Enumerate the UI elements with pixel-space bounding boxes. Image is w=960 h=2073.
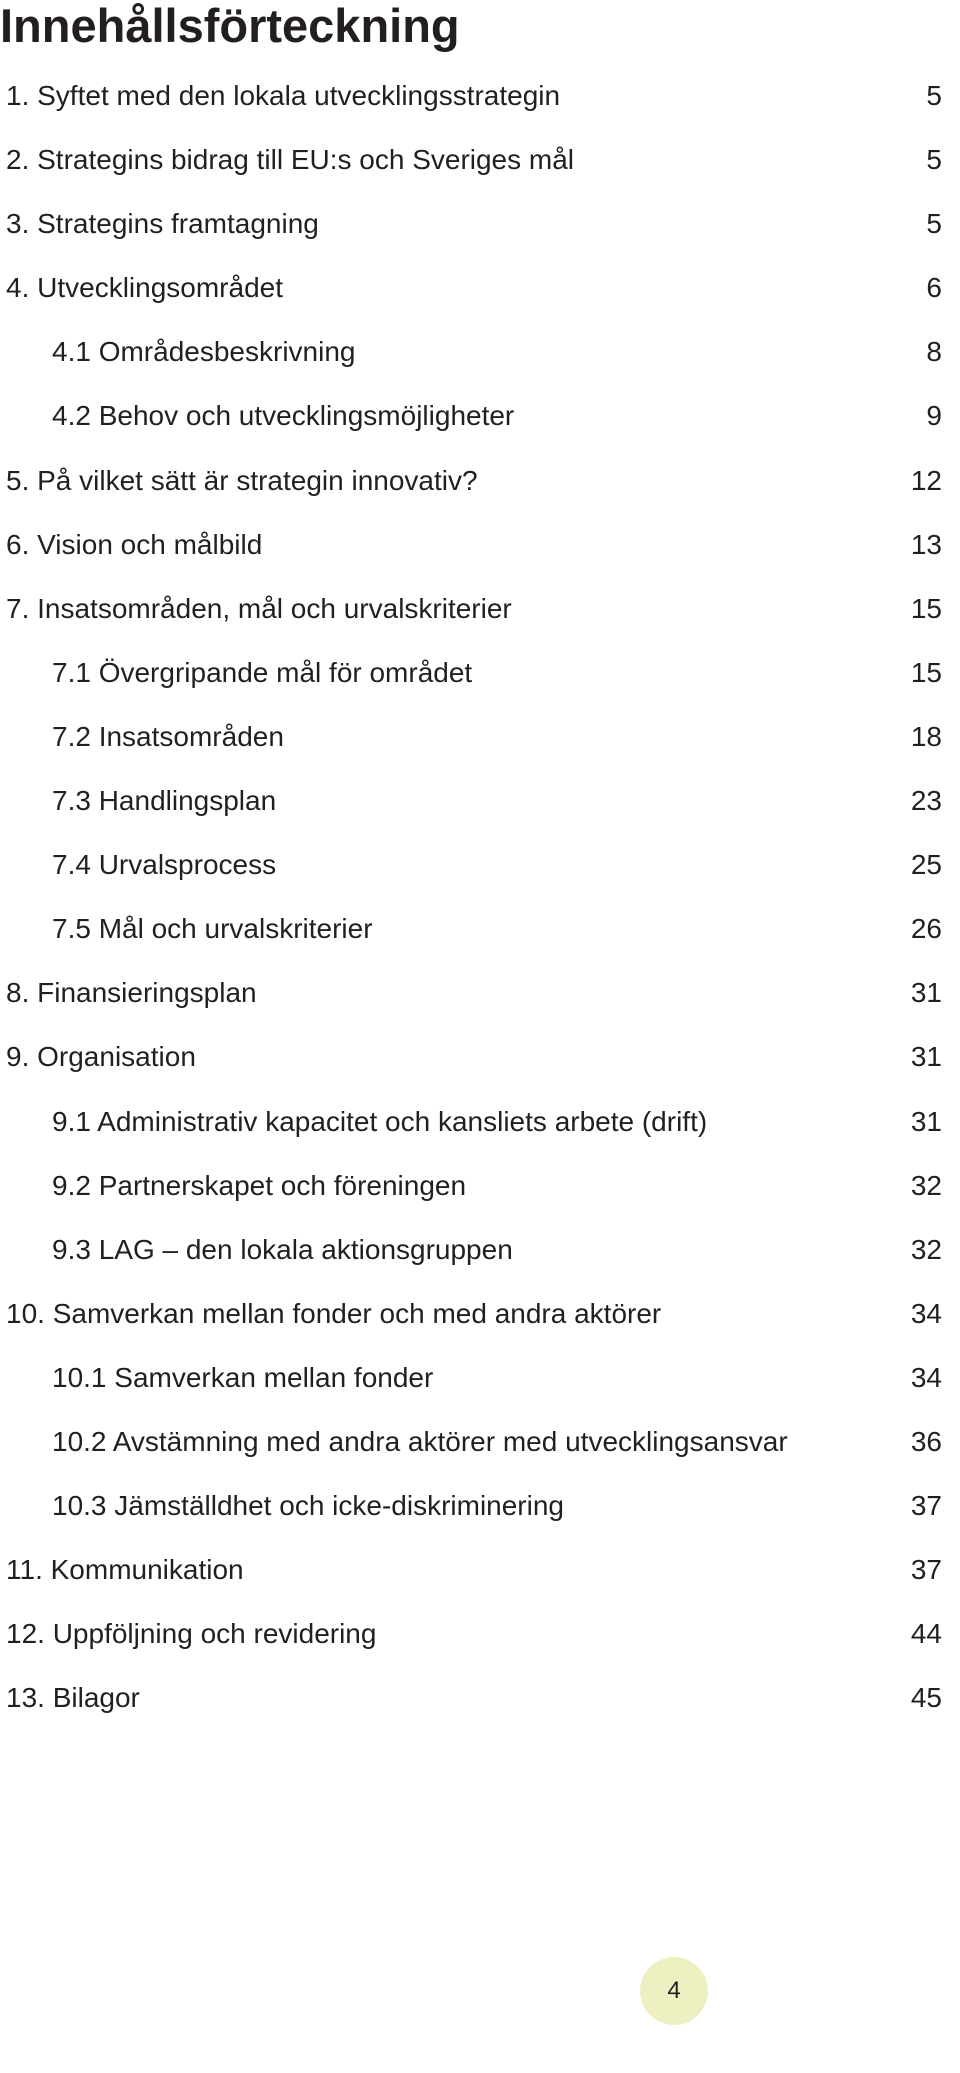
toc-entry-page: 37: [910, 1554, 942, 1586]
toc-entry-label: 7.2 Insatsområden: [52, 720, 284, 752]
table-of-contents: [0, 64, 942, 1730]
toc-entry-label: 10.2 Avstämning med andra aktörer med utvecklingsansvar: [52, 1425, 788, 1457]
toc-entry-page: 31: [910, 1105, 942, 1137]
toc-entry-page: 8: [926, 336, 942, 368]
toc-entry[interactable]: [0, 192, 942, 256]
toc-entry-label: 4. Utvecklingsområdet: [6, 272, 284, 304]
toc-entry-label: 11. Kommunikation: [6, 1554, 244, 1586]
toc-entry[interactable]: [0, 1090, 942, 1154]
toc-entry-page: 32: [910, 1233, 942, 1265]
toc-entry-page: 15: [910, 592, 942, 624]
toc-entry-page: 5: [926, 80, 942, 111]
toc-entry[interactable]: [0, 769, 942, 833]
toc-entry[interactable]: [0, 1218, 942, 1282]
toc-entry[interactable]: [0, 513, 942, 577]
toc-entry[interactable]: [0, 577, 942, 641]
toc-entry[interactable]: [0, 1666, 942, 1730]
toc-entry-label: 7.5 Mål och urvalskriterier: [52, 913, 373, 945]
toc-entry-page: 6: [926, 272, 942, 304]
toc-entry-label: 6. Vision och målbild: [6, 528, 263, 560]
toc-entry-label: 9.3 LAG – den lokala aktionsgruppen: [52, 1233, 513, 1265]
toc-entry-label: 7.1 Övergripande mål för området: [52, 656, 473, 688]
toc-entry-page: 5: [926, 144, 942, 176]
toc-entry[interactable]: [0, 1538, 942, 1602]
toc-entry-page: 18: [910, 720, 942, 752]
toc-entry[interactable]: [0, 1410, 942, 1474]
toc-entry[interactable]: [0, 1154, 942, 1218]
toc-entry-page: 45: [910, 1682, 942, 1714]
toc-entry-page: 23: [910, 785, 942, 817]
toc-entry[interactable]: [0, 1025, 942, 1089]
toc-entry-label: 9.2 Partnerskapet och föreningen: [52, 1169, 467, 1201]
toc-entry-label: 7.3 Handlingsplan: [52, 785, 277, 817]
toc-entry-page: 37: [910, 1490, 942, 1522]
toc-entry-page: 32: [910, 1169, 942, 1201]
toc-entry-label: 7. Insatsområden, mål och urvalskriterier: [6, 592, 512, 624]
toc-entry[interactable]: [0, 64, 942, 128]
toc-entry[interactable]: [0, 897, 942, 961]
toc-entry-page: 12: [910, 464, 942, 496]
toc-entry[interactable]: [0, 705, 942, 769]
toc-entry-label: 9.1 Administrativ kapacitet och kansliets arbete (drift): [52, 1105, 708, 1137]
toc-entry-label: 10.3 Jämställdhet och icke-diskriminering: [52, 1490, 564, 1522]
toc-entry[interactable]: [0, 641, 942, 705]
toc-entry-page: 31: [910, 1041, 942, 1073]
toc-entry-label: 5. På vilket sätt är strategin innovativ?: [6, 464, 478, 496]
toc-entry[interactable]: [0, 128, 942, 192]
toc-entry-page: 34: [910, 1361, 942, 1393]
toc-entry-label: 3. Strategins framtagning: [6, 208, 319, 240]
toc-entry-label: 4.2 Behov och utvecklingsmöjligheter: [52, 400, 515, 432]
toc-entry-page: 26: [910, 913, 942, 945]
toc-entry-page: 13: [910, 528, 942, 560]
toc-entry-label: 7.4 Urvalsprocess: [52, 849, 277, 881]
toc-entry-label: 9. Organisation: [6, 1041, 196, 1073]
toc-entry-label: 10.1 Samverkan mellan fonder: [52, 1361, 434, 1393]
toc-entry-label: 8. Finansieringsplan: [6, 977, 257, 1009]
toc-entry-label: 4.1 Områdesbeskrivning: [52, 336, 356, 368]
toc-entry[interactable]: [0, 449, 942, 513]
toc-entry-label: 1. Syftet med den lokala utvecklingsstrategin: [6, 80, 561, 111]
toc-entry[interactable]: [0, 256, 942, 320]
toc-entry[interactable]: [0, 1346, 942, 1410]
toc-entry[interactable]: [0, 1602, 942, 1666]
toc-entry-label: 13. Bilagor: [6, 1682, 140, 1714]
toc-entry-page: 31: [910, 977, 942, 1009]
toc-entry-label: 2. Strategins bidrag till EU:s och Sveriges mål: [6, 144, 575, 176]
page-title: Innehållsförteckning: [0, 0, 460, 52]
toc-entry-page: 25: [910, 849, 942, 881]
toc-entry-page: 5: [926, 208, 942, 240]
toc-entry[interactable]: [0, 320, 942, 384]
toc-entry-label: 12. Uppföljning och revidering: [6, 1618, 377, 1650]
toc-entry[interactable]: [0, 1282, 942, 1346]
toc-entry-label: 10. Samverkan mellan fonder och med andra aktörer: [6, 1297, 662, 1329]
toc-entry-page: 36: [910, 1425, 942, 1457]
toc-entry[interactable]: [0, 384, 942, 448]
toc-entry-page: 15: [910, 656, 942, 688]
toc-entry[interactable]: [0, 833, 942, 897]
toc-entry-page: 9: [926, 400, 942, 432]
toc-entry[interactable]: [0, 1474, 942, 1538]
toc-entry[interactable]: [0, 961, 942, 1025]
page-number-badge: 4: [640, 1957, 708, 2025]
toc-entry-page: 44: [910, 1618, 942, 1650]
toc-entry-page: 34: [910, 1297, 942, 1329]
